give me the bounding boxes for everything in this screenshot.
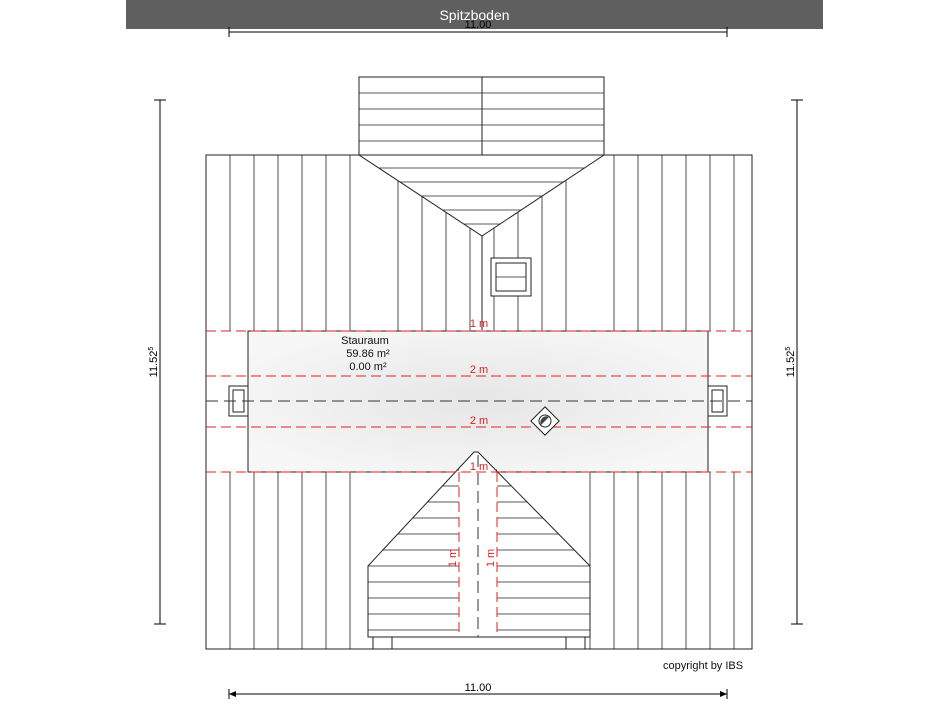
height-label-dormer-left: 1 m (447, 548, 459, 568)
room-second-area: 0.00 m² (349, 361, 387, 373)
dimension-left-value: 11.52 (148, 350, 160, 378)
room-name: Stauraum (341, 335, 389, 347)
dimension-right-label (785, 347, 797, 378)
roof-window-icon (491, 258, 531, 296)
dimension-right-sup: 5 (785, 346, 792, 351)
height-label-lower-1m: 1 m (469, 461, 489, 473)
height-label-lower-2m: 2 m (469, 415, 489, 427)
height-label-dormer-right: 1 m (485, 548, 497, 568)
dimension-bottom-label: 11.00 (464, 682, 492, 694)
page-title: Spitzboden (439, 6, 510, 23)
height-label-upper-1m: 1 m (469, 318, 489, 330)
dimension-left-label (148, 347, 160, 378)
height-label-upper-2m: 2 m (469, 364, 489, 376)
room-area: 59.86 m² (346, 348, 390, 360)
dimension-right-value: 11.52 (785, 350, 797, 378)
dimension-top-label: 11.00 (464, 19, 492, 31)
dimension-left-sup: 5 (148, 346, 155, 351)
copyright-text: copyright by IBS (663, 660, 744, 672)
